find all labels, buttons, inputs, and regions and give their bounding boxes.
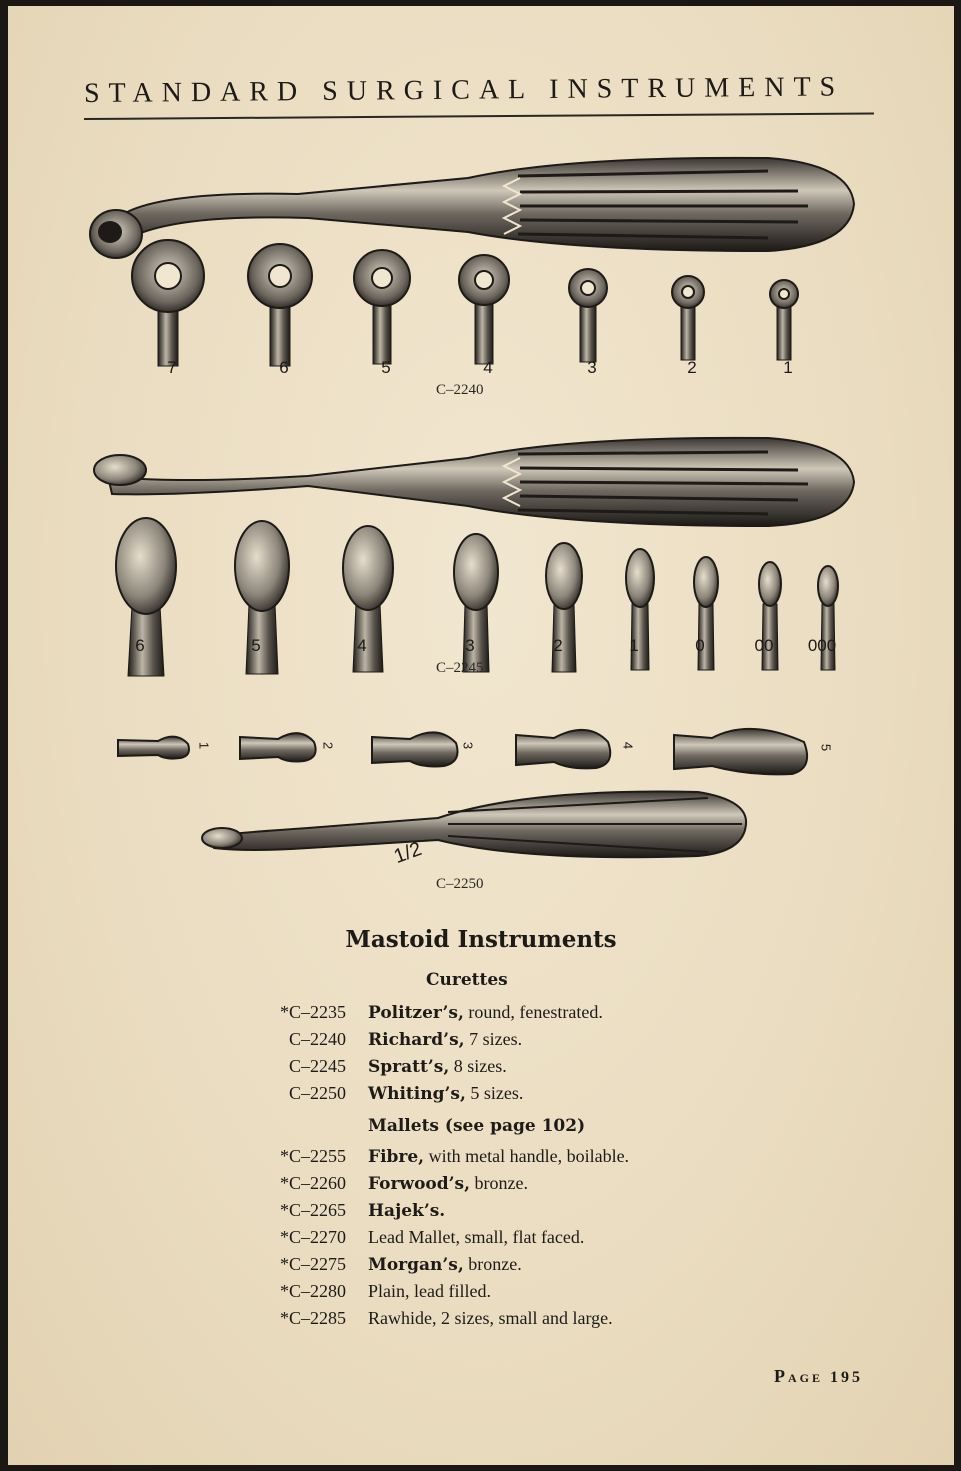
mallets-heading: Mallets [368,1116,439,1136]
fenestrated-tip-sizes [132,240,798,366]
size-label: 1 [196,741,212,750]
catalog-entry [8,1308,954,1335]
size-label: 3 [587,358,597,377]
size-label: 2 [553,636,563,655]
entry-description: with metal handle, boilable. [424,1146,630,1166]
curette-handle-1 [90,158,854,258]
catalog-entry [8,1200,954,1227]
catalog-code: *C–2265 [279,1200,346,1220]
handle-size-label: 1/2 [390,837,425,869]
entry-description: bronze. [470,1173,529,1193]
figure-catalog-number: C–2240 [436,382,484,398]
catalog-code: *C–2255 [279,1146,346,1166]
catalog-code: C–2240 [288,1029,346,1049]
page-number [774,1366,863,1387]
entry-name: Whiting’s, [368,1084,466,1104]
entry-name: Politzer’s, [368,1003,464,1023]
catalog-entry [8,1146,954,1173]
size-label: 4 [357,636,367,655]
catalog-entry [8,1227,954,1254]
entry-text [368,1056,507,1077]
size-label: 4 [483,358,493,377]
catalog-entry [8,1173,954,1200]
size-label: 6 [279,358,289,377]
page-word-initial: P [774,1366,788,1386]
size-label: 000 [807,636,837,655]
entry-text [368,1029,522,1050]
catalog-entry [8,1056,954,1083]
subhead-mallets [368,1116,585,1136]
catalog-code: *C–2280 [279,1281,346,1301]
size-label: 1 [629,636,639,655]
entry-name: Forwood’s, [368,1174,471,1194]
entry-description: Rawhide, 2 sizes, small and large. [368,1308,613,1328]
size-label: 3 [460,741,476,750]
entry-text [368,1200,445,1221]
catalog-entry [8,1002,954,1029]
entry-description: round, fenestrated. [463,1002,603,1022]
size-label: 00 [754,636,774,655]
instrument-illustrations [8,6,954,906]
catalog-code: C–2250 [288,1083,346,1103]
catalog-entry [8,1254,954,1281]
catalog-code: *C–2275 [279,1254,346,1274]
entry-name: Morgan’s, [368,1255,464,1275]
entry-text [368,1227,584,1248]
entry-description: 8 sizes. [449,1056,507,1076]
size-label: 0 [695,636,705,655]
size-label: 2 [687,358,697,377]
catalog-code: *C–2235 [279,1002,346,1022]
catalog-entry [8,1281,954,1308]
size-label: 6 [135,636,145,655]
size-label: 5 [818,743,834,752]
running-head: STANDARD SURGICAL INSTRUMENTS [83,71,845,109]
section-title: Mastoid Instruments [345,926,617,953]
curette-handle-3 [202,792,746,858]
page-word-rest: AGE [788,1371,824,1385]
entry-description: bronze. [463,1254,522,1274]
size-label: 4 [620,741,636,750]
entry-text [368,1254,522,1275]
catalog-code: *C–2270 [279,1227,346,1247]
catalog-page [8,6,954,1465]
entry-description: 7 sizes. [464,1029,523,1049]
entry-name: Hajek’s. [368,1201,446,1221]
curette-handle-2 [94,438,854,526]
catalog-code: *C–2260 [279,1173,346,1193]
page-number-value: 195 [830,1369,864,1386]
size-label: 5 [381,358,391,377]
size-label: 7 [167,358,177,377]
entry-text [368,1308,613,1329]
catalog-code: *C–2285 [279,1308,346,1328]
entry-name: Richard’s, [368,1030,465,1050]
figure-catalog-number: C–2250 [436,876,484,892]
entry-description: Plain, lead filled. [368,1281,491,1301]
size-label: 2 [320,741,336,750]
entry-text [368,1002,603,1023]
entry-text [368,1173,528,1194]
catalog-code: C–2245 [288,1056,346,1076]
figure-catalog-number: C–2245 [436,660,484,676]
entry-text [368,1281,491,1302]
entry-description: 5 sizes. [465,1083,524,1103]
entry-name: Spratt’s, [368,1057,450,1077]
entry-description: Lead Mallet, small, flat faced. [368,1227,585,1247]
size-label: 5 [251,636,261,655]
mallets-page-ref: (see page 102) [439,1116,586,1136]
subhead-curettes: Curettes [426,970,508,990]
size-label: 3 [465,636,475,655]
entry-name: Fibre, [368,1147,425,1167]
catalog-entry [8,1083,954,1110]
size-label: 1 [783,358,793,377]
entry-text [368,1083,523,1104]
catalog-entry [8,1029,954,1056]
entry-text [368,1146,629,1167]
